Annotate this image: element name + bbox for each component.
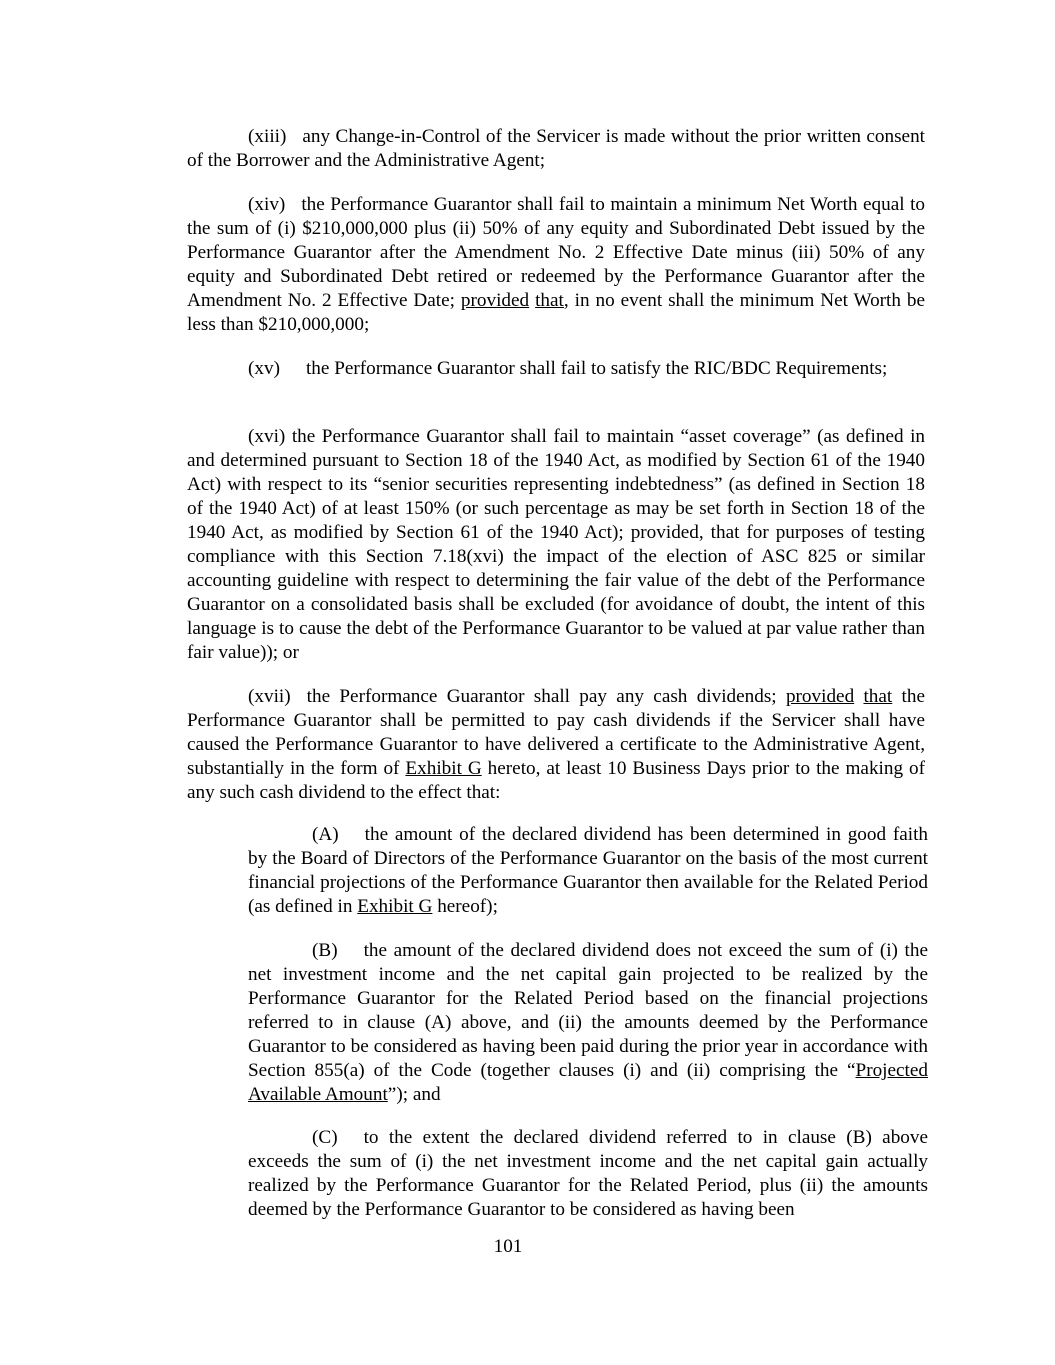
clause-text-continued: the Performance Guarantor shall be permitted to pay cash dividends if the Servicer shall have caused the Performance Guarantor to have delivered a certificate to the Administrative Agent, substantially in the form of bbox=[187, 686, 925, 779]
subclause-text: to the extent the declared dividend referred to in clause (B) above exceeds the sum of (i) the net investment income and the net capital gain actually realized by the Performance Guarantor for the Related Period, plus (ii) the amounts deemed by the Performance Guarantor to be considered as having been bbox=[248, 1127, 928, 1220]
clause-text: the Performance Guarantor shall fail to maintain “asset coverage” (as defined in and determined pursuant to Section 18 of the 1940 Act, as modified by Section 61 of the 1940 Act) with respect to its “senior securities representing indebtedness” (as defined in Section 18 of the 1940 Act) of at least 150% (or such percentage as may be set forth in Section 18 of the 1940 Act, as modified by Section 61 of the 1940 Act); provided, that for purposes of testing compliance with this Section 7.18(xvi) the impact of the election of ASC 825 or similar accounting guideline with respect to determining the fair value of the debt of the Performance Guarantor on a consolidated basis shall be excluded (for avoidance of doubt, the intent of this language is to cause the debt of the Performance Guarantor to be valued at par value rather than fair value)); or bbox=[187, 426, 925, 663]
clause-label: (xiii) bbox=[248, 126, 287, 147]
clause-label: (xvii) bbox=[248, 686, 291, 707]
subclause-a bbox=[248, 823, 928, 919]
clause-label: (xiv) bbox=[248, 194, 286, 215]
subclause-text-end: ”); and bbox=[387, 1084, 441, 1105]
clause-text: the Performance Guarantor shall fail to satisfy the RIC/BDC Requirements; bbox=[305, 358, 888, 379]
subclause-label: (C) bbox=[312, 1127, 338, 1148]
subclause-label: (B) bbox=[312, 940, 338, 961]
subclause-label: (A) bbox=[312, 824, 339, 845]
clause-text-continued: , in no event shall the minimum Net Worth be less than $210,000,000; bbox=[187, 290, 926, 335]
clause-xvi bbox=[187, 425, 925, 665]
clause-xiv bbox=[187, 193, 925, 337]
clause-xvii bbox=[187, 685, 925, 805]
subclause-text-end: hereof); bbox=[437, 896, 498, 917]
clause-text-end: hereto, at least 10 Business Days prior to the making of any such cash dividend to the effect that: bbox=[187, 758, 925, 803]
clause-xiii bbox=[187, 125, 925, 173]
subclause-text: the amount of the declared dividend has been determined in good faith by the Board of Directors of the Performance Guarantor on the basis of the most current financial projections of the Performance Guarantor then available for the Related Period (as defined in bbox=[248, 824, 928, 917]
page-number: 101 bbox=[493, 1236, 523, 1257]
clause-xv bbox=[187, 357, 925, 381]
clause-text: any Change-in-Control of the Servicer is made without the prior written consent of the Borrower and the Administrative Agent; bbox=[187, 126, 925, 171]
provided-term: provided bbox=[460, 290, 530, 311]
exhibit-reference: Exhibit G bbox=[405, 758, 482, 779]
clause-label: (xvi) bbox=[248, 426, 286, 447]
subclause-text: the amount of the declared dividend does not exceed the sum of (i) the net investment income and the net capital gain projected to be realized by the Performance Guarantor for the Related Period based on the financial projections referred to in clause (A) above, and (ii) the amounts deemed by the Performance Guarantor to be considered as having been paid during the prior year in accordance with Section 855(a) of the Code (together clauses (i) and (ii) comprising the “ bbox=[248, 940, 928, 1081]
defined-term: Projected Available Amount bbox=[248, 1060, 928, 1105]
that-term: that bbox=[863, 686, 893, 707]
provided-term: provided bbox=[785, 686, 855, 707]
exhibit-reference: Exhibit G bbox=[357, 896, 433, 917]
subclause-c bbox=[248, 1126, 928, 1222]
clause-text: the Performance Guarantor shall fail to maintain a minimum Net Worth equal to the sum of (i) $210,000,000 plus (ii) 50% of any equity and Subordinated Debt issued by the Performance Guarantor after the Amendment No. 2 Effective Date minus (iii) 50% of any equity and Subordinated Debt retired or redeemed by the Performance Guarantor after the Amendment No. 2 Effective Date; bbox=[187, 194, 925, 311]
clause-text: the Performance Guarantor shall pay any cash dividends; bbox=[306, 686, 777, 707]
clause-label: (xv) bbox=[248, 358, 280, 379]
that-term: that bbox=[535, 290, 564, 311]
subclause-b bbox=[248, 939, 928, 1107]
